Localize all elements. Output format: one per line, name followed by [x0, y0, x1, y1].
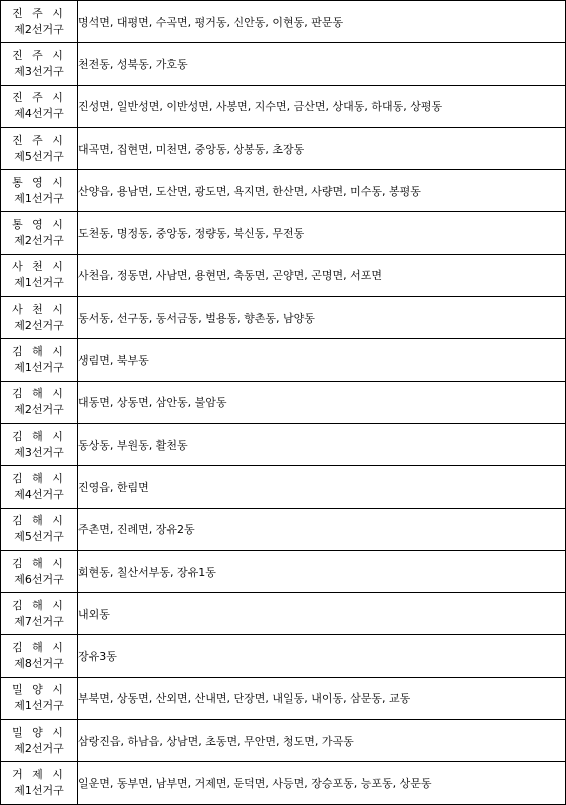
area-list: 일운면, 동부면, 남부면, 거제면, 둔덕면, 사등면, 장승포동, 능포동, 상문동	[78, 762, 566, 804]
city-name: 김 해 시	[12, 471, 66, 485]
city-name: 통 영 시	[12, 218, 66, 232]
district-name-cell	[1, 466, 78, 508]
city-name: 김 해 시	[12, 429, 66, 443]
district-name-cell	[1, 423, 78, 465]
city-name: 거 제 시	[12, 767, 66, 781]
area-list: 진성면, 일반성면, 이반성면, 사봉면, 지수면, 금산면, 상대동, 하대동, 상평동	[78, 85, 566, 127]
area-list: 주촌면, 진례면, 장유2동	[78, 508, 566, 550]
district-name-cell	[1, 677, 78, 719]
district-number: 제6선거구	[14, 572, 64, 586]
city-name: 밀 양 시	[12, 725, 66, 739]
city-name: 진 주 시	[12, 6, 66, 20]
table-row	[1, 423, 566, 465]
table-row	[1, 43, 566, 85]
district-name-cell	[1, 593, 78, 635]
district-name-cell	[1, 381, 78, 423]
district-number: 제4선거구	[14, 107, 64, 121]
city-name: 김 해 시	[12, 598, 66, 612]
district-number: 제1선거구	[14, 191, 64, 205]
table-row	[1, 635, 566, 677]
area-list: 명석면, 대평면, 수곡면, 평거동, 신안동, 이현동, 판문동	[78, 1, 566, 43]
district-number: 제3선거구	[14, 64, 64, 78]
table-row	[1, 381, 566, 423]
table-row	[1, 720, 566, 762]
district-name-cell	[1, 254, 78, 296]
city-name: 사 천 시	[12, 302, 66, 316]
district-number: 제2선거구	[14, 318, 64, 332]
table-row	[1, 85, 566, 127]
city-name: 김 해 시	[12, 345, 66, 359]
table-row	[1, 297, 566, 339]
district-name-cell	[1, 550, 78, 592]
district-name-cell	[1, 339, 78, 381]
district-name-cell	[1, 212, 78, 254]
city-name: 통 영 시	[12, 175, 66, 189]
city-name: 김 해 시	[12, 514, 66, 528]
district-number: 제5선거구	[14, 149, 64, 163]
district-name-cell	[1, 635, 78, 677]
area-list: 내외동	[78, 593, 566, 635]
area-list: 진영읍, 한림면	[78, 466, 566, 508]
district-number: 제2선거구	[14, 22, 64, 36]
city-name: 김 해 시	[12, 387, 66, 401]
district-name-cell	[1, 762, 78, 804]
table-row	[1, 170, 566, 212]
area-list: 생림면, 북부동	[78, 339, 566, 381]
district-number: 제1선거구	[14, 783, 64, 797]
table-row	[1, 212, 566, 254]
district-number: 제2선거구	[14, 234, 64, 248]
district-table-body	[1, 1, 566, 805]
table-row	[1, 762, 566, 804]
city-name: 진 주 시	[12, 91, 66, 105]
city-name: 김 해 시	[12, 641, 66, 655]
district-number: 제1선거구	[14, 699, 64, 713]
district-number: 제1선거구	[14, 276, 64, 290]
table-row	[1, 127, 566, 169]
table-row	[1, 254, 566, 296]
district-number: 제5선거구	[14, 530, 64, 544]
district-name-cell	[1, 1, 78, 43]
district-number: 제8선거구	[14, 657, 64, 671]
area-list: 대곡면, 집현면, 미천면, 중앙동, 상봉동, 초장동	[78, 127, 566, 169]
table-row	[1, 1, 566, 43]
area-list: 도천동, 명정동, 중앙동, 정량동, 북신동, 무전동	[78, 212, 566, 254]
district-number: 제2선거구	[14, 741, 64, 755]
table-row	[1, 466, 566, 508]
city-name: 진 주 시	[12, 133, 66, 147]
table-row	[1, 508, 566, 550]
district-number: 제7선거구	[14, 614, 64, 628]
area-list: 동상동, 부원동, 활천동	[78, 423, 566, 465]
area-list: 삼랑진읍, 하남읍, 상남면, 초동면, 무안면, 청도면, 가곡동	[78, 720, 566, 762]
district-number: 제3선거구	[14, 445, 64, 459]
district-number: 제2선거구	[14, 403, 64, 417]
city-name: 김 해 시	[12, 556, 66, 570]
district-name-cell	[1, 43, 78, 85]
district-name-cell	[1, 127, 78, 169]
district-name-cell	[1, 720, 78, 762]
district-number: 제1선거구	[14, 361, 64, 375]
district-name-cell	[1, 85, 78, 127]
area-list: 부북면, 상동면, 산외면, 산내면, 단장면, 내일동, 내이동, 삼문동, 교동	[78, 677, 566, 719]
area-list: 천전동, 성북동, 가호동	[78, 43, 566, 85]
city-name: 진 주 시	[12, 48, 66, 62]
area-list: 장유3동	[78, 635, 566, 677]
table-row	[1, 593, 566, 635]
area-list: 산양읍, 용남면, 도산면, 광도면, 욕지면, 한산면, 사량면, 미수동, 봉평동	[78, 170, 566, 212]
table-row	[1, 339, 566, 381]
district-name-cell	[1, 508, 78, 550]
district-number: 제4선거구	[14, 487, 64, 501]
city-name: 사 천 시	[12, 260, 66, 274]
area-list: 회현동, 칠산서부동, 장유1동	[78, 550, 566, 592]
area-list: 대동면, 상동면, 삼안동, 불암동	[78, 381, 566, 423]
city-name: 밀 양 시	[12, 683, 66, 697]
district-name-cell	[1, 297, 78, 339]
area-list: 사천읍, 정동면, 사남면, 용현면, 축동면, 곤양면, 곤명면, 서포면	[78, 254, 566, 296]
table-row	[1, 550, 566, 592]
table-row	[1, 677, 566, 719]
district-name-cell	[1, 170, 78, 212]
area-list: 동서동, 선구동, 동서금동, 벌용동, 향촌동, 남양동	[78, 297, 566, 339]
